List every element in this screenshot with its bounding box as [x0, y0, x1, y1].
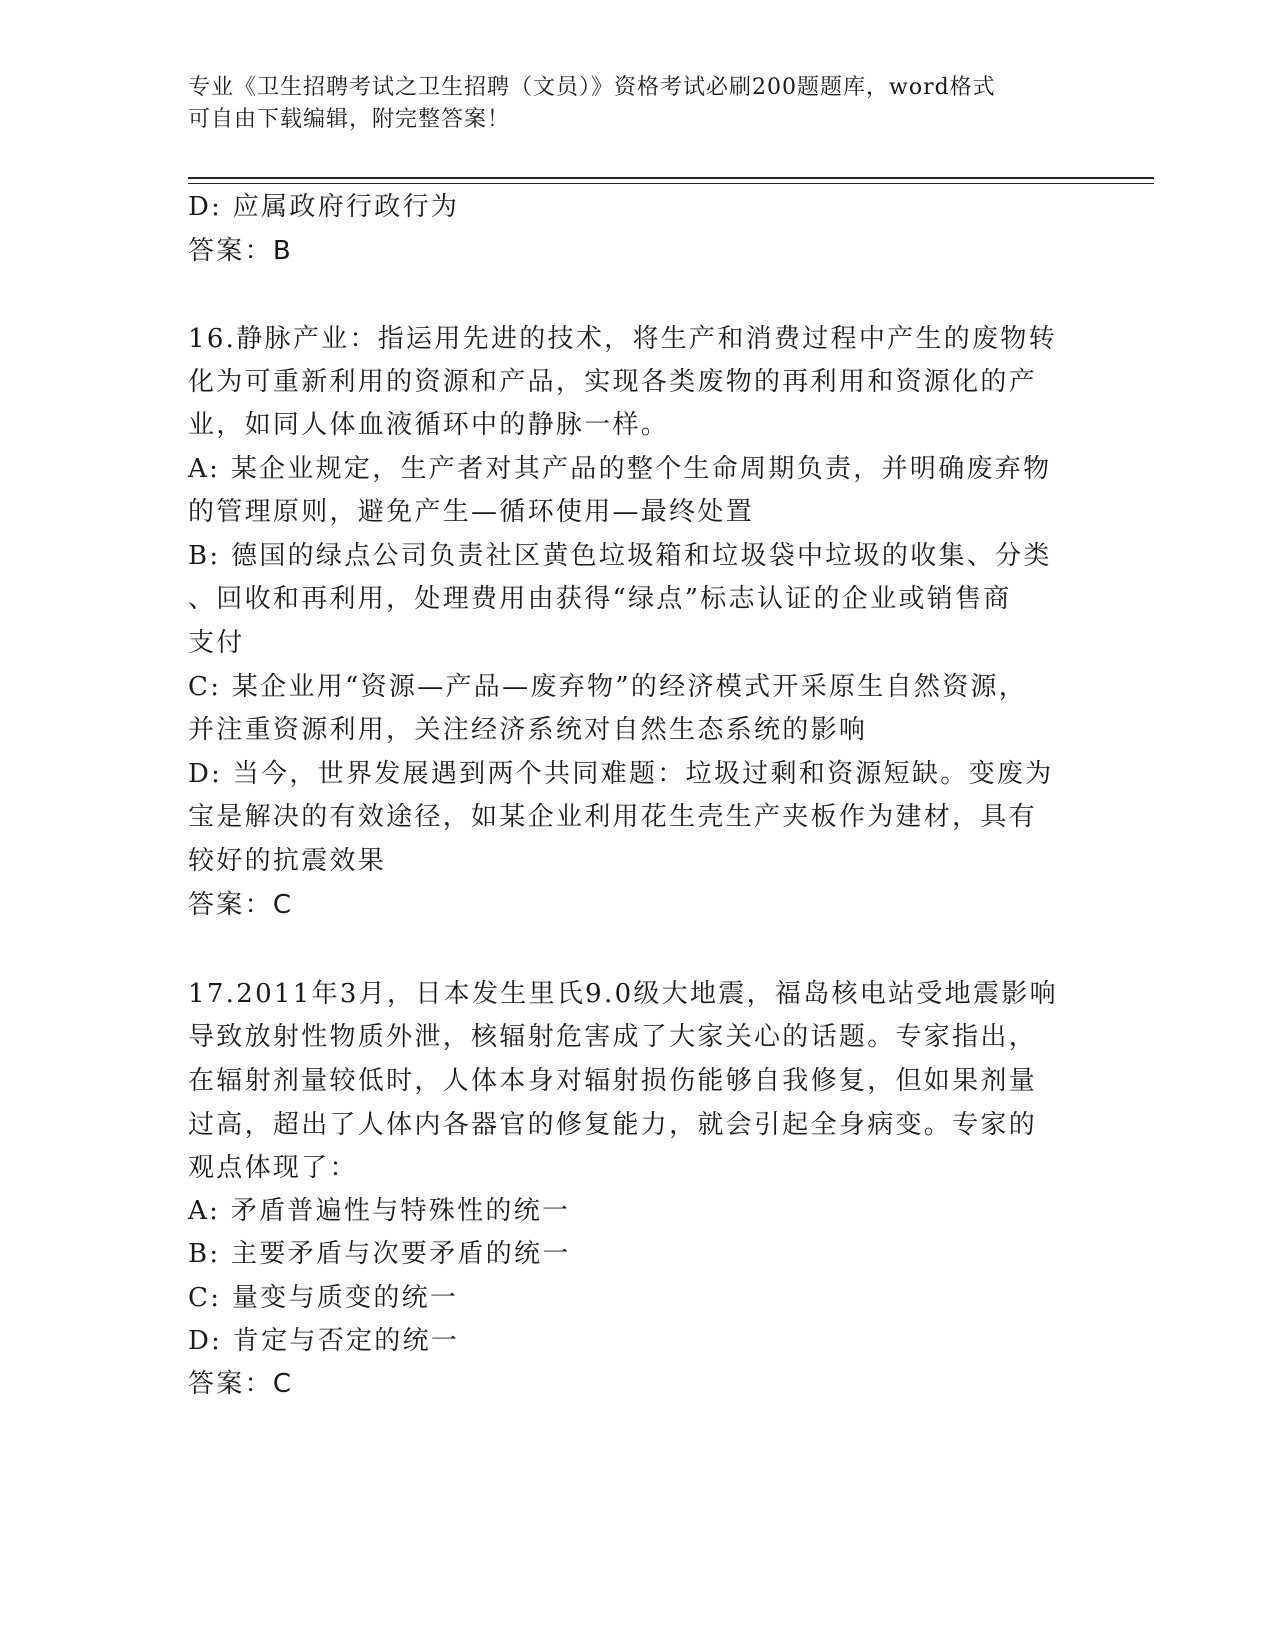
q17-answer: 答案：C	[188, 1369, 294, 1399]
q16-option-c-line-2: 并注重资源利用，关注经济系统对自然生态系统的影响	[188, 715, 868, 745]
q16-stem-line-3: 业，如同人体血液循环中的静脉一样。	[188, 410, 670, 440]
header-rule-thick	[188, 177, 1154, 179]
q17-stem-line-2: 导致放射性物质外泄，核辐射危害成了大家关心的话题。专家指出，	[188, 1022, 1038, 1052]
q16-stem-line-1: 16.静脉产业：指运用先进的技术，将生产和消费过程中产生的废物转	[188, 324, 1057, 354]
q16-option-a-line-1: A: 某企业规定，生产者对其产品的整个生命周期负责，并明确废弃物	[188, 454, 1052, 484]
q17-option-b: B: 主要矛盾与次要矛盾的统一	[188, 1239, 571, 1269]
q16-option-b-line-3: 支付	[188, 628, 245, 658]
q17-stem-line-3: 在辐射剂量较低时，人体本身对辐射损伤能够自我修复，但如果剂量	[188, 1066, 1038, 1096]
header-line-2: 可自由下载编辑，附完整答案！	[188, 107, 511, 132]
q15-answer: 答案：B	[188, 236, 294, 266]
q16-stem-line-2: 化为可重新利用的资源和产品，实现各类废物的再利用和资源化的产	[188, 367, 1038, 397]
q17-stem-line-1: 17.2011年3月，日本发生里氏9.0级大地震，福岛核电站受地震影响	[188, 979, 1058, 1009]
q16-option-a-line-2: 的管理原则，避免产生—循环使用—最终处置	[188, 497, 755, 527]
header-line-1: 专业《卫生招聘考试之卫生招聘（文员）》资格考试必刷200题题库，word格式	[188, 75, 996, 100]
q16-answer: 答案：C	[188, 890, 294, 920]
header-rule-thin	[188, 183, 1154, 184]
q16-option-d-line-2: 宝是解决的有效途径，如某企业利用花生壳生产夹板作为建材，具有	[188, 802, 1038, 832]
q17-option-c: C: 量变与质变的统一	[188, 1283, 459, 1313]
q17-option-d: D: 肯定与否定的统一	[188, 1326, 460, 1356]
q17-stem-line-4: 过高，超出了人体内各器官的修复能力，就会引起全身病变。专家的	[188, 1110, 1038, 1140]
page-header	[188, 72, 1088, 136]
q16-option-b-line-2: 、回收和再利用，处理费用由获得“绿点”标志认证的企业或销售商	[188, 584, 1012, 614]
q16-option-c-line-1: C: 某企业用“资源—产品—废弃物”的经济模式开采原生自然资源，	[188, 672, 1028, 702]
q17-stem-line-5: 观点体现了：	[188, 1153, 358, 1183]
q16-option-b-line-1: B: 德国的绿点公司负责社区黄色垃圾箱和垃圾袋中垃圾的收集、分类	[188, 541, 1052, 571]
q16-option-d-line-3: 较好的抗震效果	[188, 846, 387, 876]
q16-option-d-line-1: D: 当今，世界发展遇到两个共同难题：垃圾过剩和资源短缺。变废为	[188, 759, 1054, 789]
q15-option-d: D: 应属政府行政行为	[188, 192, 460, 222]
q17-option-a: A: 矛盾普遍性与特殊性的统一	[188, 1196, 571, 1226]
